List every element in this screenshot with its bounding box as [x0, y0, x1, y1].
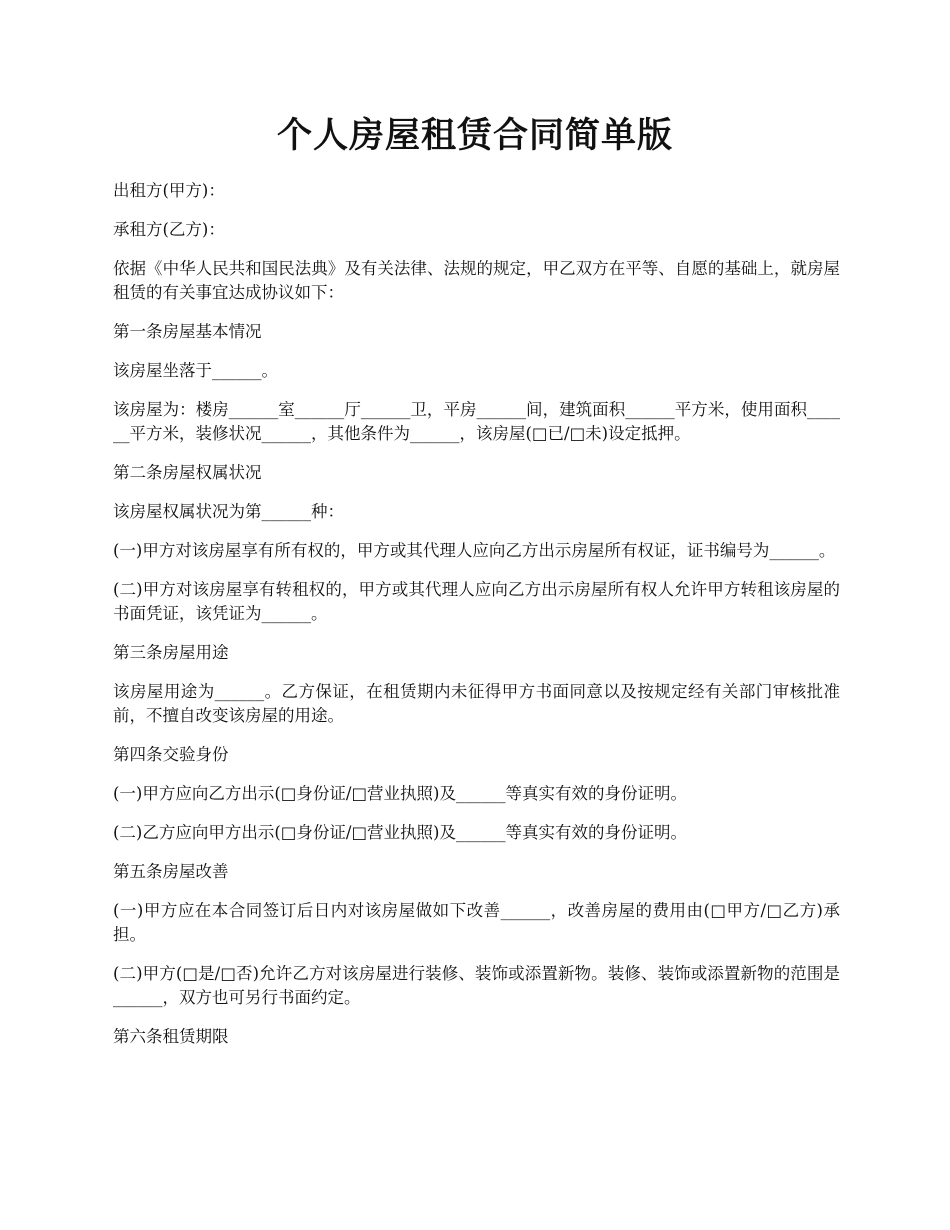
article-5-heading: 第五条房屋改善 — [113, 862, 229, 881]
lessor-line: 出租方(甲方)： — [113, 181, 225, 200]
document-title: 个人房屋租赁合同简单版 — [276, 115, 673, 156]
property-details: 该房屋为：楼房______室______厅______卫，平房______间，建筑面积______平方米，使用面积______平方米，装修状况______，其他条件为______，该房屋(□已/□未)设定抵押。 — [113, 400, 840, 443]
property-location: 该房屋坐落于______。 — [113, 361, 278, 380]
usage-clause: 该房屋用途为______。乙方保证，在租赁期内未征得甲方书面同意以及按规定经有关部门审核批准前，不擅自改变该房屋的用途。 — [113, 682, 840, 725]
identity-clause-1: (一)甲方应向乙方出示(□身份证/□营业执照)及______等真实有效的身份证明。 — [113, 784, 687, 803]
article-6-heading: 第六条租赁期限 — [113, 1027, 229, 1046]
ownership-clause-1: (一)甲方对该房屋享有所有权的，甲方或其代理人应向乙方出示房屋所有权证，证书编号为______。 — [113, 541, 836, 560]
article-3-heading: 第三条房屋用途 — [113, 643, 229, 662]
ownership-type: 该房屋权属状况为第______种： — [113, 502, 344, 521]
lessee-line: 承租方(乙方)： — [113, 220, 225, 239]
identity-clause-2: (二)乙方应向甲方出示(□身份证/□营业执照)及______等真实有效的身份证明。 — [113, 823, 687, 842]
improvement-clause-1: (一)甲方应在本合同签订后日内对该房屋做如下改善______，改善房屋的费用由(□甲方/□乙方)承担。 — [113, 901, 840, 944]
document-body — [113, 179, 840, 1064]
ownership-clause-2: (二)甲方对该房屋享有转租权的，甲方或其代理人应向乙方出示房屋所有权人允许甲方转租该房屋的书面凭证，该凭证为______。 — [113, 580, 840, 623]
article-2-heading: 第二条房屋权属状况 — [113, 463, 262, 482]
article-1-heading: 第一条房屋基本情况 — [113, 322, 262, 341]
preamble-paragraph: 依据《中华人民共和国民法典》及有关法律、法规的规定，甲乙双方在平等、自愿的基础上，就房屋租赁的有关事宜达成协议如下： — [113, 259, 840, 302]
article-4-heading: 第四条交验身份 — [113, 745, 229, 764]
improvement-clause-2: (二)甲方(□是/□否)允许乙方对该房屋进行装修、装饰或添置新物。装修、装饰或添置新物的范围是______，双方也可另行书面约定。 — [113, 964, 840, 1007]
